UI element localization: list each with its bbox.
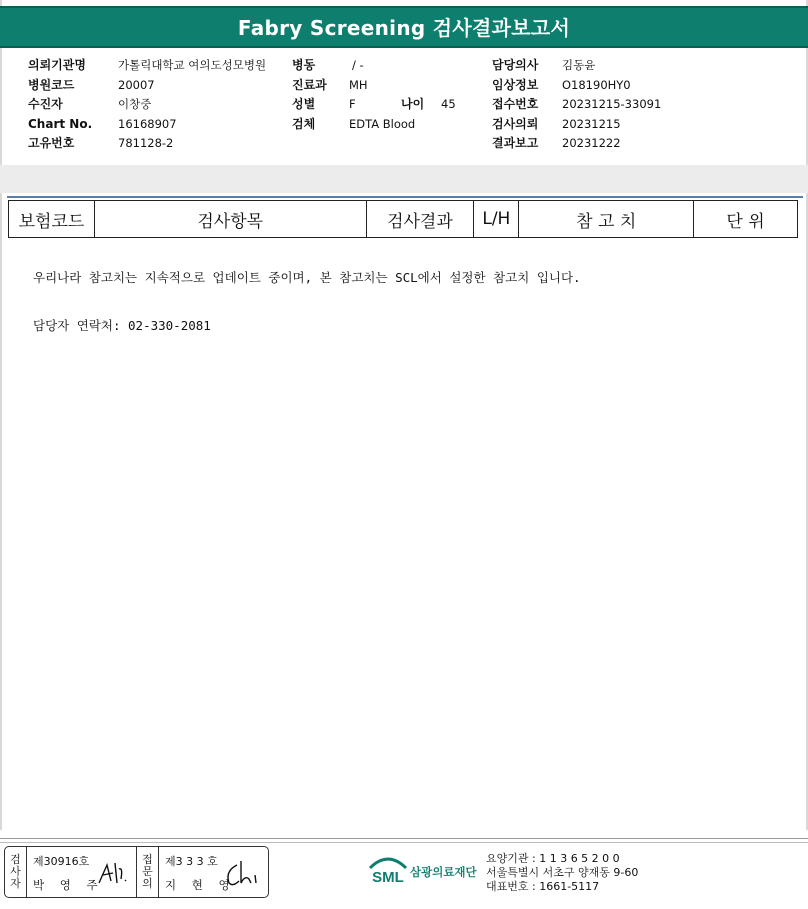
label-unique-no: 고유번호 [28, 136, 75, 150]
label-receipt-no: 접수번호 [492, 97, 539, 111]
info-column-2 [292, 57, 456, 135]
receiver-cell [159, 847, 268, 897]
info-row [492, 116, 661, 136]
col-unit: 단 위 [694, 201, 798, 238]
info-row [492, 96, 661, 116]
info-row [292, 57, 456, 77]
footer-divider [0, 838, 808, 839]
left-border [0, 0, 2, 830]
results-header-row [9, 201, 798, 238]
value-chart-no: 16168907 [118, 116, 177, 131]
vchar: 자 [10, 877, 21, 890]
label-age: 나이 [401, 97, 425, 111]
value-physician: 김동윤 [562, 58, 596, 72]
info-row [28, 57, 266, 77]
inspector-license: 제30916호 [33, 855, 90, 868]
value-department: MH [349, 77, 368, 92]
inspector-vertical-label [5, 847, 27, 897]
receiver-vertical-label [137, 847, 159, 897]
note-contact: 담당자 연락처: 02-330-2081 [33, 318, 211, 333]
value-hospital-code: 20007 [118, 77, 155, 92]
vchar: 접 [142, 853, 153, 866]
address: 서울특별시 서초구 양재동 9-60 [486, 866, 639, 879]
info-row [28, 77, 266, 97]
info-row [28, 135, 266, 155]
value-ward: / - [352, 58, 364, 72]
notes [33, 238, 581, 350]
value-age: 45 [441, 97, 456, 111]
inspector-signature [95, 859, 129, 889]
note-reference: 우리나라 참고치는 지속적으로 업데이트 중이며, 본 참고치는 SCL에서 설정한 참고치 입니다. [33, 270, 581, 285]
value-patient: 이창중 [118, 97, 152, 111]
label-sex: 성별 [292, 97, 316, 111]
label-specimen: 검체 [292, 116, 316, 131]
info-row [292, 116, 456, 136]
receiver-signature [223, 857, 263, 889]
info-row [28, 116, 266, 136]
value-unique-no: 781128-2 [118, 136, 174, 150]
value-report-date: 20231222 [562, 136, 621, 150]
signature-box [4, 846, 269, 898]
foundation-name: 삼광의료재단 [410, 865, 477, 879]
vchar: 사 [10, 865, 21, 878]
label-report-date: 결과보고 [492, 136, 539, 150]
label-ward: 병동 [292, 58, 316, 72]
receiver-name: 지 현 영 [165, 878, 236, 892]
label-hospital-code: 병원코드 [28, 77, 75, 92]
info-row [292, 77, 456, 97]
vchar: 의 [142, 877, 153, 890]
info-row [492, 135, 661, 155]
separator-line [7, 196, 803, 198]
label-physician: 담당의사 [492, 58, 539, 72]
label-request-date: 검사의뢰 [492, 116, 539, 131]
inspector-name: 박 영 주 [33, 878, 104, 892]
value-request-date: 20231215 [562, 116, 621, 131]
separator-band [0, 165, 808, 193]
value-clinical-info: O18190HY0 [562, 77, 631, 92]
vchar: 문 [142, 865, 153, 878]
col-test-item: 검사항목 [94, 201, 366, 238]
sml-logo [366, 852, 410, 890]
label-department: 진료과 [292, 77, 327, 92]
value-specimen: EDTA Blood [349, 116, 416, 131]
col-lh: L/H [474, 201, 519, 238]
results-table [8, 200, 798, 238]
info-row [492, 77, 661, 97]
col-reference: 참 고 치 [519, 201, 694, 238]
info-row [28, 96, 266, 116]
info-column-1 [28, 57, 266, 155]
report-title: Fabry Screening 검사결과보고서 [0, 6, 808, 48]
phone: 대표번호 : 1661-5117 [486, 880, 600, 893]
inspector-cell [27, 847, 137, 897]
col-result: 검사결과 [366, 201, 474, 238]
footer-divider-2 [0, 842, 808, 843]
logo-mark: SML [372, 869, 404, 886]
value-institution: 가톨릭대학교 여의도성모병원 [118, 58, 267, 72]
info-column-3 [492, 57, 661, 155]
receiver-license: 제3 3 3 호 [165, 855, 218, 868]
label-chart-no: Chart No. [28, 116, 93, 131]
contact-info [486, 852, 638, 894]
vchar: 검 [10, 853, 21, 866]
institution-code: 요양기관 : 1 1 3 6 5 2 0 0 [486, 852, 620, 865]
value-receipt-no: 20231215-33091 [562, 97, 662, 111]
value-sex: F [349, 97, 356, 111]
label-clinical-info: 임상정보 [492, 77, 539, 92]
info-row [292, 96, 456, 116]
label-patient: 수진자 [28, 97, 63, 111]
label-institution: 의뢰기관명 [28, 58, 86, 72]
info-row [492, 57, 661, 77]
col-insurance-code: 보험코드 [9, 201, 95, 238]
